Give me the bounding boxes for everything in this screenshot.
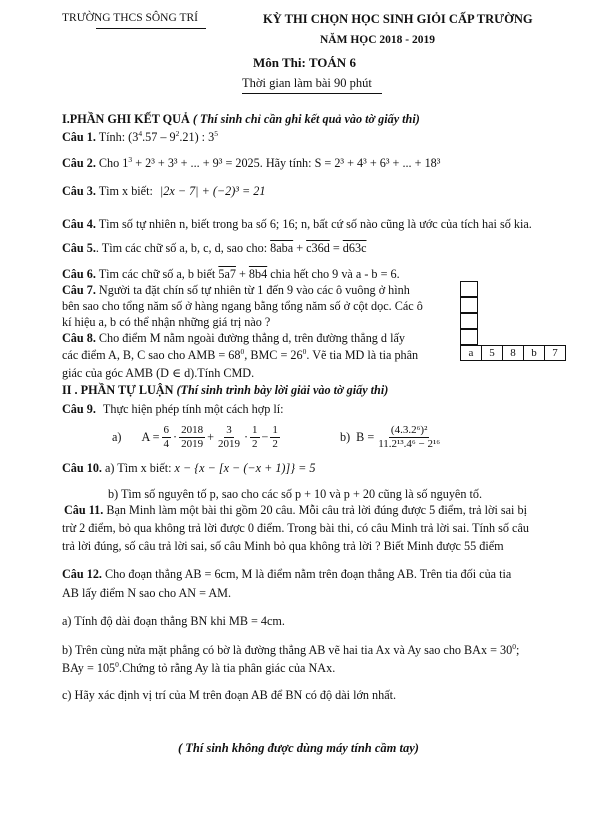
q5-number3: d63c — [342, 241, 367, 255]
question-12-line1 — [62, 567, 511, 582]
question-8-line2 — [62, 348, 418, 363]
q11-label: Câu 11. — [64, 503, 104, 517]
q2-exp: 3 — [128, 155, 133, 164]
q5-label: Câu 5. — [62, 241, 96, 255]
q1-text3: .21) : 3 — [179, 130, 215, 144]
q2-label: Câu 2. — [62, 156, 96, 170]
q5-number1: 8aba — [270, 241, 294, 255]
q8-line1: Cho điểm M nằm ngoài đường thẳng d, trên đường thẳng d lấy — [98, 331, 405, 345]
question-10a — [62, 461, 316, 476]
q2-rest: + 2³ + 3³ + ... + 9³ = 2025. Hãy tính: S = 2³ + 4³ + 6³ + ... + 18³ — [132, 156, 441, 170]
q3-text: Tìm x biết: — [98, 184, 153, 198]
q6-number1: 5a7 — [218, 267, 236, 281]
q4-label: Câu 4. — [62, 217, 96, 231]
school-year: NĂM HỌC 2018 - 2019 — [320, 34, 435, 46]
q9a-fraction2 — [179, 424, 205, 451]
exam-title: KỲ THI CHỌN HỌC SINH GIỎI CẤP TRƯỜNG — [263, 12, 533, 26]
q9a-fraction1 — [162, 424, 172, 451]
question-12c: c) Hãy xác định vị trí của M trên đoạn AB để BN có độ dài lớn nhất. — [62, 688, 397, 702]
q7-line1: Người ta đặt chín số tự nhiên từ 1 đến 9 vào các ô vuông ở hình — [98, 283, 410, 297]
part1-heading — [62, 112, 420, 127]
question-9 — [62, 402, 284, 417]
q12-label: Câu 12. — [62, 567, 102, 581]
q6-text: Tìm các chữ số a, b biết — [98, 267, 216, 281]
time-limit: Thời gian làm bài 90 phút — [242, 76, 372, 90]
question-8-line1 — [62, 331, 405, 346]
grid-cell-5: 5 — [481, 345, 503, 361]
grid-cell-7: 7 — [544, 345, 566, 361]
question-6: Câu 6. Tìm các chữ số a, b biết 5a7 + 8b4 chia hết cho 9 và a - b = 6. — [62, 267, 400, 281]
q1-label: Câu 1. — [62, 130, 96, 144]
question-12b-line1 — [62, 643, 519, 658]
grid-cell-a: a — [460, 345, 482, 361]
q12b-degree1: 0 — [512, 642, 516, 651]
grid-empty-cell — [460, 281, 478, 297]
question-11-line2: trừ 2 điểm, bỏ qua không trả lời được 0 điểm. Trong bài thi, có câu Minh trả lời sai. Tính số câu — [62, 521, 529, 535]
subject: Môn Thi: TOÁN 6 — [253, 55, 356, 70]
part2-title: II . PHẦN TỰ LUẬN — [62, 383, 174, 397]
frac-num: 2018 — [181, 424, 204, 436]
question-12a: a) Tính độ dài đoạn thẳng BN khi MB = 4cm. — [62, 614, 285, 628]
school-underline — [96, 28, 206, 29]
q5-text: . Tìm các chữ số a, b, c, d, sao cho: — [95, 241, 268, 255]
question-12-line2: AB lấy điểm N sao cho AN = AM. — [62, 586, 232, 600]
q10a-expression: x − {x − [x − (−x + 1)]} = 5 — [174, 461, 316, 475]
q11-line1: Bạn Minh làm một bài thi gồm 20 câu. Mỗi câu trả lời đúng được 5 điểm, trả lời sai bị — [106, 503, 527, 517]
frac-num: 3 — [226, 424, 232, 436]
q1-exp3: 5 — [214, 129, 218, 138]
q12b-line2: BAy = 105 — [62, 661, 116, 675]
footer-note: ( Thí sinh không được dùng máy tính cầm tay) — [178, 741, 419, 755]
q8-line2a: các điểm A, B, C sao cho AMB = 68 — [62, 348, 241, 362]
question-11-line1 — [64, 503, 527, 518]
q8-degree1: 0 — [240, 347, 245, 356]
q6-number2: 8b4 — [248, 267, 268, 281]
frac-num: 1 — [272, 424, 278, 436]
question-8-line3: giác của góc AMB (D ∈ d).Tính CMD. — [62, 366, 255, 380]
frac-num: 1 — [252, 424, 258, 436]
q2-text: Cho 1 — [98, 156, 129, 170]
frac-den: 2019 — [181, 438, 204, 450]
q9b-fraction — [376, 424, 442, 451]
question-2 — [62, 156, 440, 171]
q9b-lhs: B = — [356, 430, 375, 444]
q9a-fraction5 — [270, 424, 280, 451]
q12-line1: Cho đoạn thẳng AB = 6cm, M là điểm nằm trên đoạn thẳng AB. Trên tia đối của tia — [105, 567, 512, 581]
q3-label: Câu 3. — [62, 184, 96, 198]
q9-label: Câu 9. — [62, 402, 96, 416]
q8-line2b: , BMC = 26 — [244, 348, 303, 362]
q8-degree2: 0 — [302, 347, 307, 356]
q1-text: Tính: (3 — [98, 130, 139, 144]
grid-empty-cell — [460, 329, 478, 345]
q9b-label: b) — [340, 430, 351, 444]
q5-number2: c36d — [306, 241, 330, 255]
question-4 — [62, 217, 532, 232]
question-7-line2: bên sao cho tổng năm số ở hàng ngang bằng tổng năm số ở cột dọc. Các ô — [62, 299, 423, 313]
q9a-fraction4 — [250, 424, 260, 451]
q4-text: Tìm số tự nhiên n, biết trong ba số 6; 16; n, bất cứ số nào cũng là ước của tích hai số kia. — [98, 217, 532, 231]
question-7-line3: kí hiệu a, b có thể nhận những giá trị nào ? — [62, 315, 271, 329]
q9-part-b — [340, 424, 444, 451]
frac-den: 2 — [252, 438, 258, 450]
school-name: TRƯỜNG THCS SÔNG TRÍ — [62, 12, 198, 24]
frac-den: 2019 — [217, 438, 240, 450]
q10-label: Câu 10. — [62, 461, 102, 475]
grid-cell-b: b — [523, 345, 545, 361]
q10a-text: a) Tìm x biết: — [105, 461, 172, 475]
q12b-line1: b) Trên cùng nửa mặt phẳng có bờ là đường thẳng AB vẽ hai tia Ax và Ay sao cho BAx = 30 — [62, 643, 513, 657]
q8-label: Câu 8. — [62, 331, 96, 345]
q12b-degree2: 0 — [115, 660, 119, 669]
question-1 — [62, 130, 218, 145]
q1-exp1: 4 — [138, 129, 143, 138]
frac-num: (4.3.2⁶)² — [390, 424, 428, 436]
q9a-lhs: A = — [141, 430, 160, 444]
q9a-fraction3 — [216, 424, 242, 451]
frac-den: 11.2¹³.4⁶ − 2¹⁶ — [378, 438, 441, 450]
frac-den: 2 — [272, 438, 278, 450]
q6-label: Câu 6. — [62, 267, 96, 281]
frac-den: 4 — [163, 438, 170, 450]
part1-title: I.PHẦN GHI KẾT QUẢ — [62, 112, 190, 126]
part2-heading — [62, 383, 388, 398]
grid-empty-cell — [460, 313, 478, 329]
q6-rest: chia hết cho 9 và a - b = 6. — [270, 267, 400, 281]
question-7-line1 — [62, 283, 410, 298]
part1-note: ( Thí sinh chỉ cần ghi kết quả vào tờ giấy thi) — [192, 112, 420, 126]
question-12b-line2 — [62, 661, 335, 676]
q12b-line2-end: .Chứng tỏ rằng Ay là tia phân giác của NAx. — [118, 661, 336, 675]
q9-text: Thực hiện phép tính một cách hợp lí: — [102, 402, 284, 416]
q9a-label: a) — [112, 430, 122, 444]
time-underline — [242, 93, 382, 94]
q8-line2c: . Vẽ tia MD là tia phân — [306, 348, 419, 362]
grid-empty-cell — [460, 297, 478, 313]
question-10b: b) Tìm số nguyên tố p, sao cho các số p + 10 và p + 20 cũng là số nguyên tố. — [108, 487, 483, 501]
question-5: Câu 5.. Tìm các chữ số a, b, c, d, sao cho: 8aba + c36d = d63c — [62, 241, 367, 255]
q3-expression: |2x − 7| + (−2)³ = 21 — [159, 184, 266, 198]
part2-note: (Thí sinh trình bày lời giải vào tờ giấy thi) — [176, 383, 389, 397]
q9-part-a: a) A = $\frac{6}{4}$ · $\frac{2018}{2019}$ + $\frac{3}{2019}$ · $\frac{1}{2}$ − $\frac{1}{2}$ — [112, 424, 278, 450]
question-3 — [62, 184, 265, 199]
frac-num: 6 — [163, 424, 170, 436]
q1-exp2: 2 — [175, 129, 180, 138]
grid-cell-8: 8 — [502, 345, 524, 361]
q1-text2: .57 – 9 — [142, 130, 176, 144]
q12b-line1-end: ; — [515, 643, 520, 657]
question-11-line3: trả lời đúng, số câu trả lời sai, số câu Minh bỏ qua không trả lời ? Biết Minh được 55 điểm — [62, 539, 504, 553]
q7-label: Câu 7. — [62, 283, 96, 297]
